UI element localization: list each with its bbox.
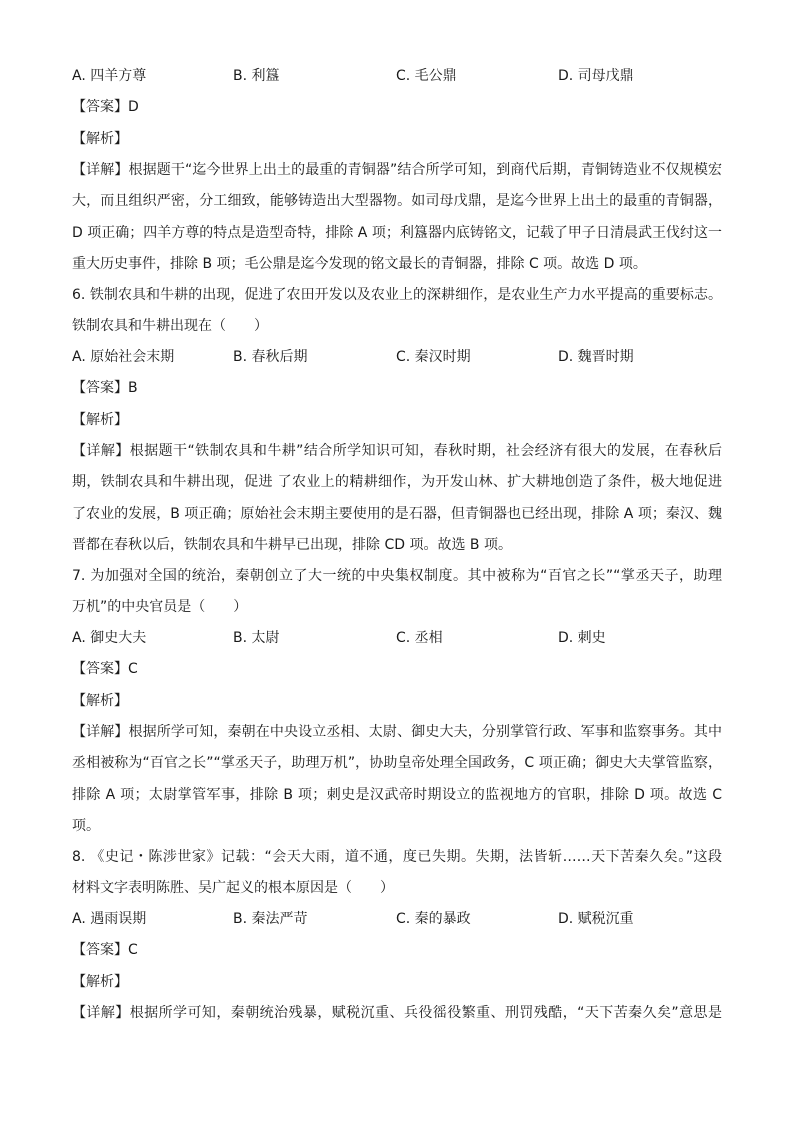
- q7-stem-line-2: 万机”的中央官员是（ ）: [72, 599, 248, 615]
- q6-detail-line-2: 期，铁制农具和牛耕出现，促进 了农业上的精耕细作，为开发山林、扩大耕地创造了条件，极大地促进: [72, 474, 722, 490]
- q7-detail-line-1: 【详解】根据所学可知，秦朝在中央设立丞相、太尉、御史大夫，分别掌管行政、军事和监察事务。其中: [72, 724, 722, 740]
- q6-detail-line-4: 晋都在春秋以后，铁制农具和牛耕早已出现，排除 CD 项。故选 B 项。: [72, 537, 512, 553]
- q5-answer: 【答案】D: [72, 99, 139, 115]
- q5-detail-line-2: 大，而且组织严密，分工细致，能够铸造出大型器物。如司母戊鼎，是迄今世界上出土的最重的青铜器，: [72, 193, 722, 209]
- q8-options: [72, 909, 722, 929]
- q7-stem-line-1: 7. 为加强对全国的统治，秦朝创立了大一统的中央集权制度。其中被称为“百官之长”“掌丞天子，助理: [72, 568, 722, 584]
- q5-options: [72, 66, 722, 86]
- q8-option-b: B. 秦法严苛: [233, 911, 308, 927]
- q6-analysis-label: 【解析】: [72, 412, 128, 428]
- q7-option-a: A. 御史大夫: [72, 630, 147, 646]
- q5-detail-line-4: 重大历史事件，排除 B 项；毛公鼎是迄今发现的铭文最长的青铜器，排除 C 项。故选 D 项。: [72, 256, 647, 272]
- q7-option-b: B. 太尉: [233, 630, 280, 646]
- q8-option-d: D. 赋税沉重: [558, 911, 634, 927]
- q6-option-a: A. 原始社会末期: [72, 349, 175, 365]
- q5-analysis-label: 【解析】: [72, 131, 128, 147]
- q7-answer: 【答案】C: [72, 661, 138, 677]
- q6-option-b: B. 春秋后期: [233, 349, 308, 365]
- q8-stem-line-1: 8. 《史记・陈涉世家》记载：“会天大雨，道不通，度已失期。失期，法皆斩……天下苦秦久矣。”这段: [72, 849, 722, 865]
- q6-detail-line-3: 了农业的发展，B 项正确；原始社会末期主要使用的是石器，但青铜器也已经出现，排除 A 项；秦汉、魏: [72, 506, 722, 522]
- q7-detail-line-3: 排除 A 项；太尉掌管军事，排除 B 项；刺史是汉武帝时期设立的监视地方的官职，排除 D 项。故选 C: [72, 787, 722, 803]
- q5-option-b: B. 利簋: [233, 68, 280, 84]
- q6-stem-line-2: 铁制农具和牛耕出现在（ ）: [72, 318, 268, 334]
- q6-detail-line-1: 【详解】根据题干“铁制农具和牛耕”结合所学知识可知，春秋时期，社会经济有很大的发展，在春秋后: [72, 443, 722, 459]
- q8-answer: 【答案】C: [72, 942, 138, 958]
- q7-options: [72, 628, 722, 648]
- q6-options: [72, 347, 722, 367]
- q7-detail-line-4: 项。: [72, 818, 100, 834]
- q6-answer: 【答案】B: [72, 380, 138, 396]
- q6-option-d: D. 魏晋时期: [558, 349, 634, 365]
- q6-option-c: C. 秦汉时期: [396, 349, 471, 365]
- q6-stem-line-1: 6. 铁制农具和牛耕的出现，促进了农田开发以及农业上的深耕细作，是农业生产力水平提高的重要标志。: [72, 287, 722, 303]
- q8-detail-line-1: 【详解】根据所学可知，秦朝统治残暴，赋税沉重、兵役徭役繁重、刑罚残酷，“天下苦秦久矣”意思是: [72, 1005, 722, 1021]
- q7-detail-line-2: 丞相被称为“百官之长”“掌丞天子，助理万机”，协助皇帝处理全国政务，C 项正确；御史大夫掌管监察，: [72, 755, 722, 771]
- q7-option-c: C. 丞相: [396, 630, 443, 646]
- q5-detail-line-1: 【详解】根据题干“迄今世界上出土的最重的青铜器”结合所学可知，到商代后期，青铜铸造业不仅规模宏: [72, 162, 722, 178]
- q8-analysis-label: 【解析】: [72, 974, 128, 990]
- q5-option-a: A. 四羊方尊: [72, 68, 147, 84]
- q7-option-d: D. 刺史: [558, 630, 606, 646]
- q5-option-c: C. 毛公鼎: [396, 68, 457, 84]
- q7-analysis-label: 【解析】: [72, 693, 128, 709]
- q8-option-c: C. 秦的暴政: [396, 911, 471, 927]
- q8-stem-line-2: 材料文字表明陈胜、吴广起义的根本原因是（ ）: [72, 880, 394, 896]
- q5-detail-line-3: D 项正确；四羊方尊的特点是造型奇特，排除 A 项；利簋器内底铸铭文，记载了甲子日清晨武王伐纣这一: [72, 225, 722, 241]
- q8-option-a: A. 遇雨误期: [72, 911, 147, 927]
- q5-option-d: D. 司母戊鼎: [558, 68, 634, 84]
